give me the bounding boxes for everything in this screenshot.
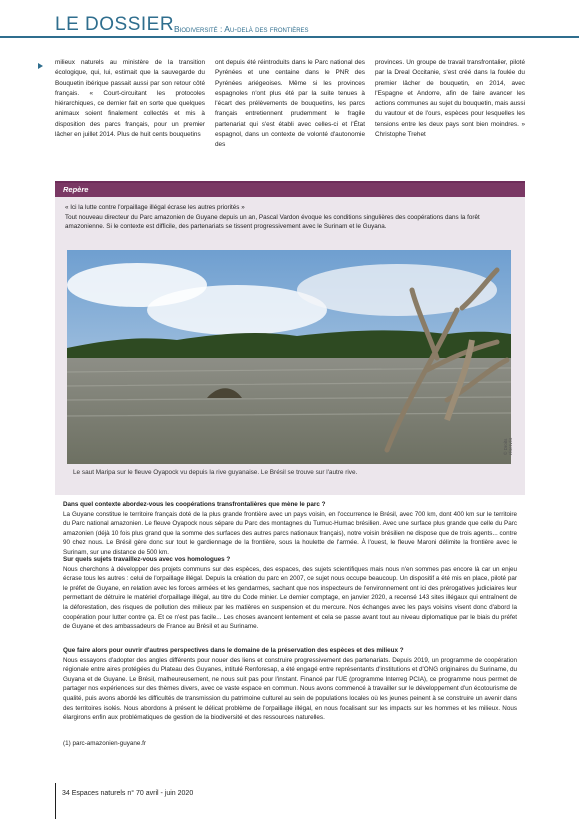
page-header (0, 0, 579, 36)
question-3: Que faire alors pour ouvrir d'autres perspectives dans le domaine de la préservation des espèces et des milieux ? (63, 647, 404, 654)
triangle-marker-icon (38, 63, 43, 69)
section-title: LE DOSSIER (55, 14, 175, 35)
photo-credit: © Droits réservés (503, 437, 513, 455)
panel-body (55, 197, 525, 495)
answer-2: Nous cherchons à développer des projets communs sur des espèces, des espaces, des sujets scientifiques mais nous n'en sommes pas encore là car un enjeu écrase tous les autres : celui de l'orpaillage illégal. Depuis la création du parc en 2007, ce sujet nous occupe beaucoup. Un dispositif a été mis en place, piloté par le préfet de Guyane, en relation avec les forces armées et les gendarmes, sachant que nos inspecteurs de l'environnement ont ici des prérogatives judiciaires leur permettant de détruire le matériel d'orpaillage illégal, au titre du Code minier. Le dernier comptage, en janvier 2020, a recensé 143 sites illégaux qui entraînent de la déforestation, des risques de pollution des milieux par les matières en suspension et du mercure. Nos échanges avec les pays voisins visent donc d'abord la coopération pour lutter contre ça. Et ce n'est pas facile... Les choses avancent lentement et cela se passe avant tout au niveau diplomatique par le biais du préfet de Guyane et des ambassadeurs de France au Brésil et au Suriname. (63, 565, 517, 631)
question-1: Dans quel contexte abordez-vous les coopérations transfrontalières que mène le parc ? (63, 501, 326, 508)
question-2: Sur quels sujets travaillez-vous avec vos homologues ? (63, 556, 231, 563)
qa-block-3 (63, 646, 517, 723)
photo-caption: Le saut Maripa sur le fleuve Oyapock vu depuis la rive guyanaise. Le Brésil se trouve sur l'autre rive. (73, 469, 358, 476)
quote-title: « Ici la lutte contre l'orpaillage illégal écrase les autres priorités » (65, 204, 245, 211)
panel-intro (65, 203, 517, 232)
page-footer: 34 Espaces naturels n° 70 avril - juin 2020 (62, 790, 194, 797)
river-photo-illustration (67, 250, 511, 464)
intro-column-2: ont depuis été réintroduits dans le Parc national des Pyrénées et une centaine dans le PNR des Pyrénées ariégeoises. Même si les provinces espagnoles n'ont plus été par la suite tenues à l'écart des prélèvements de bouquetins, les parcs français entretiennent prudemment le fragile partenariat qui s'est établi avec celles-ci et l'État espagnol, dans un contexte de volonté d'autonomie des (215, 59, 365, 149)
answer-3: Nous essayons d'adopter des angles différents pour nouer des liens et construire progressivement des partenariats. Depuis 2019, un programme de coopération régionale entre aires protégées du Plateau des Guyanes, intitulé Renforesap, a été engagé entre représentants d'institutions et d'ONG originaires du Suriname, du Guyana et de Guyane. Le Brésil, malheureusement, ne nous suit pas pour l'instant. Financé par l'UE (programme Interreg PCIA), ce programme nous permet de partager nos expériences sur des thèmes divers, avec ce vaste espace en commun. Nous avons commencé à travailler sur le développement d'un écotourisme de qualité, puis avons abordé les difficultés de transmission du patrimoine culturel au sein de populations locales où les jeunes peinent à se construire un avenir dans des territoires isolés. Nous abordons à présent le délicat problème de l'orpaillage illégal, en nous focalisant sur les impacts sur les hommes et les milieux. Nous élargirons enfin aux problématiques de gestion de la biodiversité et des ressources naturelles. (63, 656, 517, 722)
repere-panel (55, 181, 525, 497)
intro-columns (55, 58, 525, 176)
intro-column-1: milieux naturels au ministère de la transition écologique, qui, lui, estimait que la sauvegarde du Bouquetin ibérique passait aussi par son retour côté français. « Court-circuitant les protocoles hiérarchiques, ce dernier fait en sorte que quelques animaux soient finalement collectés et mis à disposition des parcs français, pour un premier lâcher en juillet 2014. Plus de huit cents bouquetins (55, 59, 205, 139)
header-rule (0, 36, 579, 38)
intro-column-3: provinces. Un groupe de travail transfrontalier, piloté par la Dreal Occitanie, s'est créé dans la foulée du premier lâcher de bouquetin, en 2014, avec l'Espagne et Andorre, afin de faire avancer les actions communes au sujet du bouquetin, mais aussi du vautour et de l'ours, espèces pour lesquelles les tensions entre les deux pays sont bien moindres. » Christophe Trehet (375, 59, 525, 139)
panel-tag: Repère (55, 183, 525, 197)
qa-block-1 (63, 500, 517, 558)
section-subtitle: Biodiversité : Au-delà des frontières (174, 24, 309, 34)
river-photo (67, 250, 511, 464)
footnote-link[interactable]: (1) parc-amazonien-guyane.fr (63, 740, 146, 747)
answer-1: La Guyane constitue le territoire français doté de la plus grande frontière avec un pays voisin, en l'occurrence le Brésil, avec 700 km, dont 400 km sur le territoire du Parc national amazonien. Le fleuve Oyapock nous sépare du Parc des montagnes du Tumuc-Humac brésilien. Avec une surface plus grande que celle du Parc amazonien (déjà 10 fois plus grand que la somme des surfaces des autres parcs nationaux français), notre voisin brésilien ne dispose que de trois agents... contre 90 chez nous. Le Brésil gère donc sur tout le gardiennage de la frontière, sous la houlette de l'armée. À l'ouest, le fleuve Maroni délimite la frontière avec le Surinam, sur une distance de 500 km. (63, 510, 517, 556)
quote-text: Tout nouveau directeur du Parc amazonien de Guyane depuis un an, Pascal Vardon évoque les conditions singulières des coopérations dans la forêt amazonienne. Si le contexte est difficile, des partenariats se tissent progressivement avec le Surinam et le Guyana. (65, 213, 480, 230)
qa-block-2 (63, 555, 517, 632)
footer-rule (55, 783, 56, 819)
